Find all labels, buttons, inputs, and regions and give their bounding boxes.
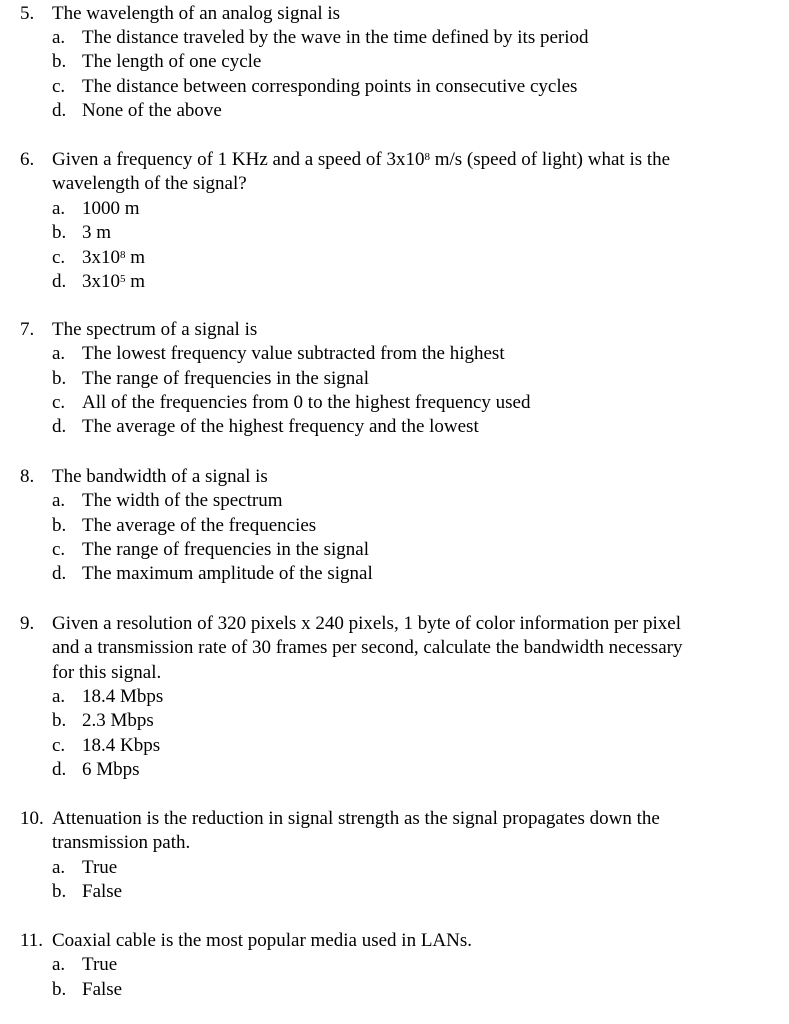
superscript-exponent: 5	[120, 273, 126, 285]
question-text-before: Given a frequency of 1 KHz and a speed of 3x10	[52, 149, 425, 170]
option-label: c.	[52, 247, 66, 268]
option-text-before: 3x10	[82, 271, 120, 292]
option-text: The lowest frequency value subtracted from the highest	[82, 343, 505, 364]
option-label: b.	[52, 979, 67, 1000]
question-text: The wavelength of an analog signal is	[52, 3, 341, 24]
option-label: a.	[52, 857, 66, 878]
option-text: The average of the frequencies	[82, 515, 317, 536]
option-text: True	[82, 857, 118, 878]
question-number: 11.	[20, 930, 44, 951]
option-text: 6 Mbps	[82, 759, 140, 780]
option-label: b.	[52, 881, 67, 902]
option-text: The maximum amplitude of the signal	[82, 563, 373, 584]
question-text: wavelength of the signal?	[52, 173, 247, 194]
option-label: d.	[52, 563, 67, 584]
option-text: False	[82, 979, 123, 1000]
option-label: b.	[52, 710, 67, 731]
option-text: The range of frequencies in the signal	[82, 368, 369, 389]
superscript-exponent: 8	[120, 249, 126, 261]
option-label: b.	[52, 368, 67, 389]
option-label: d.	[52, 271, 67, 292]
option-label: a.	[52, 27, 66, 48]
option-label: c.	[52, 735, 66, 756]
question-text: for this signal.	[52, 662, 162, 683]
option-label: a.	[52, 686, 66, 707]
option-text-before: 3x10	[82, 247, 120, 268]
superscript-exponent: 8	[424, 151, 430, 163]
option-text	[82, 246, 145, 270]
option-label: c.	[52, 392, 66, 413]
option-text: 18.4 Mbps	[82, 686, 164, 707]
question-text: and a transmission rate of 30 frames per second, calculate the bandwidth necessary	[52, 637, 683, 658]
option-text: All of the frequencies from 0 to the highest frequency used	[82, 392, 531, 413]
option-text: The distance traveled by the wave in the time defined by its period	[82, 27, 589, 48]
option-label: c.	[52, 76, 66, 97]
option-text-after: m	[125, 247, 146, 268]
question-number: 7.	[20, 319, 35, 340]
option-text: False	[82, 881, 123, 902]
option-label: b.	[52, 51, 67, 72]
question-number: 5.	[20, 3, 35, 24]
option-text: The average of the highest frequency and the lowest	[82, 416, 479, 437]
question-text: Attenuation is the reduction in signal strength as the signal propagates down the	[52, 808, 660, 829]
option-text: The range of frequencies in the signal	[82, 539, 369, 560]
option-label: a.	[52, 490, 66, 511]
question-number: 8.	[20, 466, 35, 487]
option-label: b.	[52, 515, 67, 536]
question-text: The spectrum of a signal is	[52, 319, 258, 340]
option-text: 1000 m	[82, 198, 140, 219]
question-text: Given a resolution of 320 pixels x 240 pixels, 1 byte of color information per pixel	[52, 613, 681, 634]
option-text: True	[82, 954, 118, 975]
option-label: d.	[52, 759, 67, 780]
question-number: 6.	[20, 149, 35, 170]
option-label: a.	[52, 198, 66, 219]
question-text	[52, 148, 670, 172]
question-text: Coaxial cable is the most popular media used in LANs.	[52, 930, 473, 951]
option-text	[82, 270, 145, 294]
option-label: d.	[52, 416, 67, 437]
question-number: 10.	[20, 808, 44, 829]
option-label: a.	[52, 343, 66, 364]
question-text: transmission path.	[52, 832, 191, 853]
option-label: c.	[52, 539, 66, 560]
option-text: 3 m	[82, 222, 112, 243]
option-text: The length of one cycle	[82, 51, 262, 72]
option-text: The width of the spectrum	[82, 490, 283, 511]
option-label: d.	[52, 100, 67, 121]
option-label: a.	[52, 954, 66, 975]
question-number: 9.	[20, 613, 35, 634]
option-text: None of the above	[82, 100, 222, 121]
option-text: 2.3 Mbps	[82, 710, 154, 731]
option-label: b.	[52, 222, 67, 243]
option-text: 18.4 Kbps	[82, 735, 161, 756]
question-text-after: m/s (speed of light) what is the	[429, 149, 671, 170]
option-text: The distance between corresponding points in consecutive cycles	[82, 76, 578, 97]
question-text: The bandwidth of a signal is	[52, 466, 268, 487]
option-text-after: m	[125, 271, 146, 292]
